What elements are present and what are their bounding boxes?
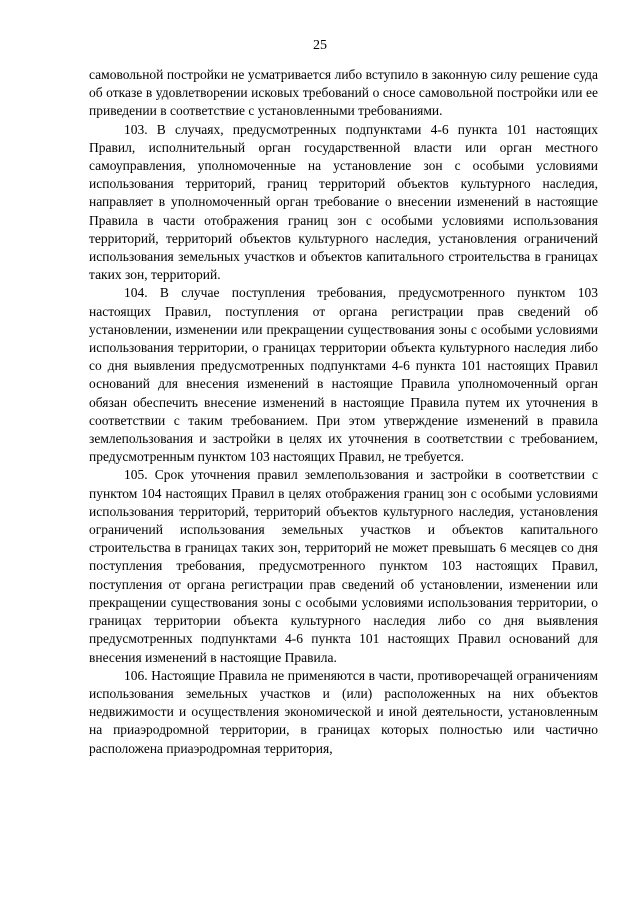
paragraph-103: 103. В случаях, предусмотренных подпунктами 4-6 пункта 101 настоящих Правил, исполнительный орган государственной власти или орган местного самоуправления, уполномоченные на установление зон с особыми условиями использования территорий, границ территорий объектов культурного наследия, направляет в уполномоченный орган требование о внесении изменений в настоящие Правила в части отображения границ зон с особыми условиями использования территорий, территорий объектов культурного наследия, установления ограничений использования земельных участков и объектов капитального строительства в границах таких зон, территорий. (89, 121, 598, 283)
paragraph-106: 106. Настоящие Правила не применяются в части, противоречащей ограничениям использования земельных участков и (или) расположенных на них объектов недвижимости и осуществления экономической и иной деятельности, установленным на приаэродромной территории, в границах которых полностью или частично расположена приаэродромная территория, (89, 667, 598, 756)
paragraph-104: 104. В случае поступления требования, предусмотренного пунктом 103 настоящих Правил, поступления от органа регистрации прав сведений об установлении, изменении или прекращении существования зоны с особыми условиями использования территории, о границах территории объекта культурного наследия либо со дня выявления предусмотренных подпунктами 4-6 пункта 101 настоящих Правил оснований для внесения изменений в настоящие Правила уполномоченный орган обязан обеспечить внесение изменений в настоящие Правила путем их уточнения в соответствии с таким требованием. При этом утверждение изменений в правила землепользования и застройки в целях их уточнения в соответствии с требованием, предусмотренным пунктом 103 настоящих Правил, не требуется. (89, 285, 598, 465)
page-number: 25 (313, 38, 327, 53)
document-body (89, 66, 598, 758)
paragraph-105: 105. Срок уточнения правил землепользования и застройки в соответствии с пунктом 104 настоящих Правил в целях отображения границ зон с особыми условиями использования территорий, территорий объектов культурного наследия, установления ограничений использования земельных участков и объектов капитального строительства в границах таких зон, территорий не может превышать 6 месяцев со дня поступления требования, предусмотренного пунктом 103 настоящих Правил, поступления от органа регистрации прав сведений об установлении, изменении или прекращении существования зоны с особыми условиями использования территории, о границах территории объекта культурного наследия либо со дня выявления предусмотренных подпунктами 4-6 пункта 101 настоящих Правил оснований для внесения изменений в настоящие Правила. (89, 467, 598, 665)
paragraph-continuation: самовольной постройки не усматривается либо вступило в законную силу решение суда об отказе в удовлетворении исковых требований о сносе самовольной постройки или ее приведении в соответствие с установленными требованиями. (89, 67, 598, 119)
